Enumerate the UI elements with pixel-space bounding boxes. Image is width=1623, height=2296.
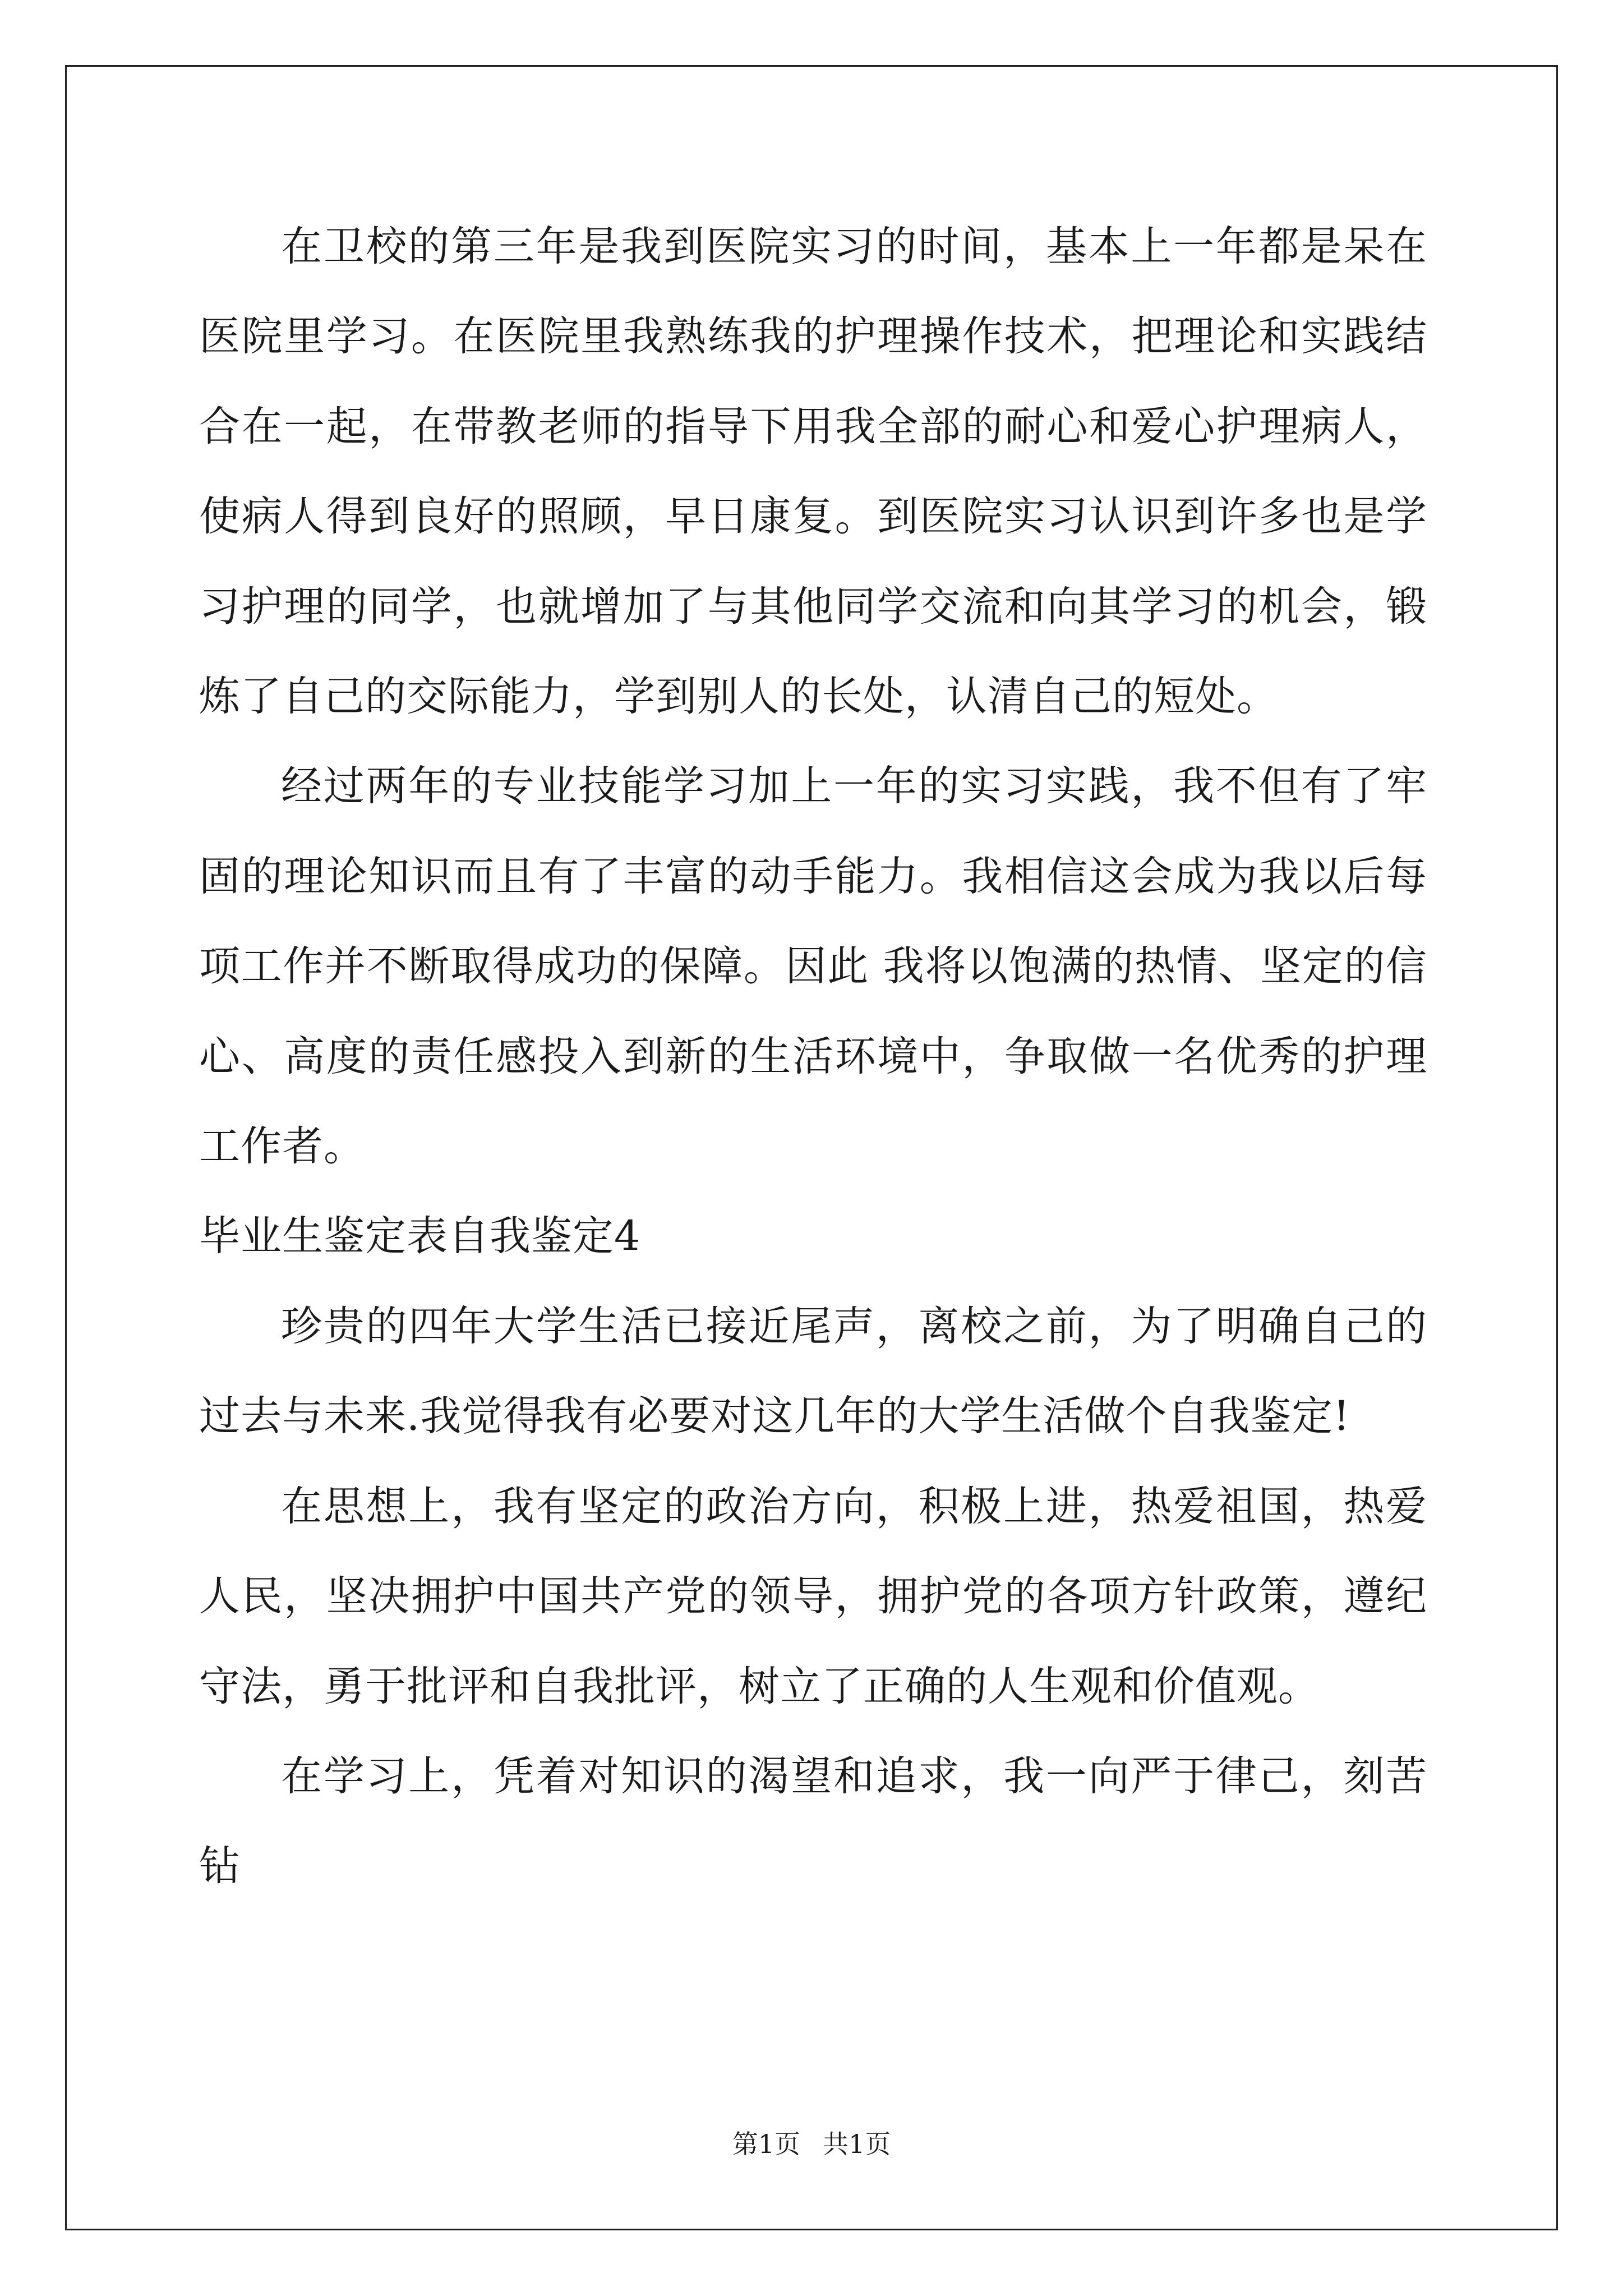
page-number: 第1页: [732, 2129, 800, 2159]
paragraph: 经过两年的专业技能学习加上一年的实习实践，我不但有了牢固的理论知识而且有了丰富的动手能力。我相信这会成为我以后每项工作并不断取得成功的保障。因此 我将以饱满的热情、坚定的信心、高度的责任感投入到新的生活环境中，争取做一名优秀的护理工作者。: [199, 762, 1427, 1171]
document-body: [199, 202, 1427, 1912]
paragraph: 在思想上，我有坚定的政治方向，积极上进，热爱祖国，热爱人民，坚决拥护中国共产党的领导，拥护党的各项方针政策，遵纪守法，勇于批评和自我批评，树立了正确的人生观和价值观。: [199, 1482, 1427, 1710]
page-footer: [0, 2127, 1623, 2161]
page-total: 共1页: [823, 2129, 891, 2159]
paragraph: 珍贵的四年大学生活已接近尾声，离校之前，为了明确自己的过去与未来.我觉得我有必要对这几年的大学生活做个自我鉴定!: [199, 1302, 1427, 1441]
section-heading: 毕业生鉴定表自我鉴定4: [199, 1212, 641, 1260]
paragraph: 在卫校的第三年是我到医院实习的时间，基本上一年都是呆在医院里学习。在医院里我熟练我的护理操作技术，把理论和实践结合在一起，在带教老师的指导下用我全部的耐心和爱心护理病人，使病人得到良好的照顾，早日康复。到医院实习认识到许多也是学习护理的同学，也就增加了与其他同学交流和向其学习的机会，锻炼了自己的交际能力，学到别人的长处，认清自己的短处。: [199, 223, 1427, 721]
paragraph: 在学习上，凭着对知识的渴望和追求，我一向严于律己，刻苦钻: [199, 1752, 1427, 1890]
